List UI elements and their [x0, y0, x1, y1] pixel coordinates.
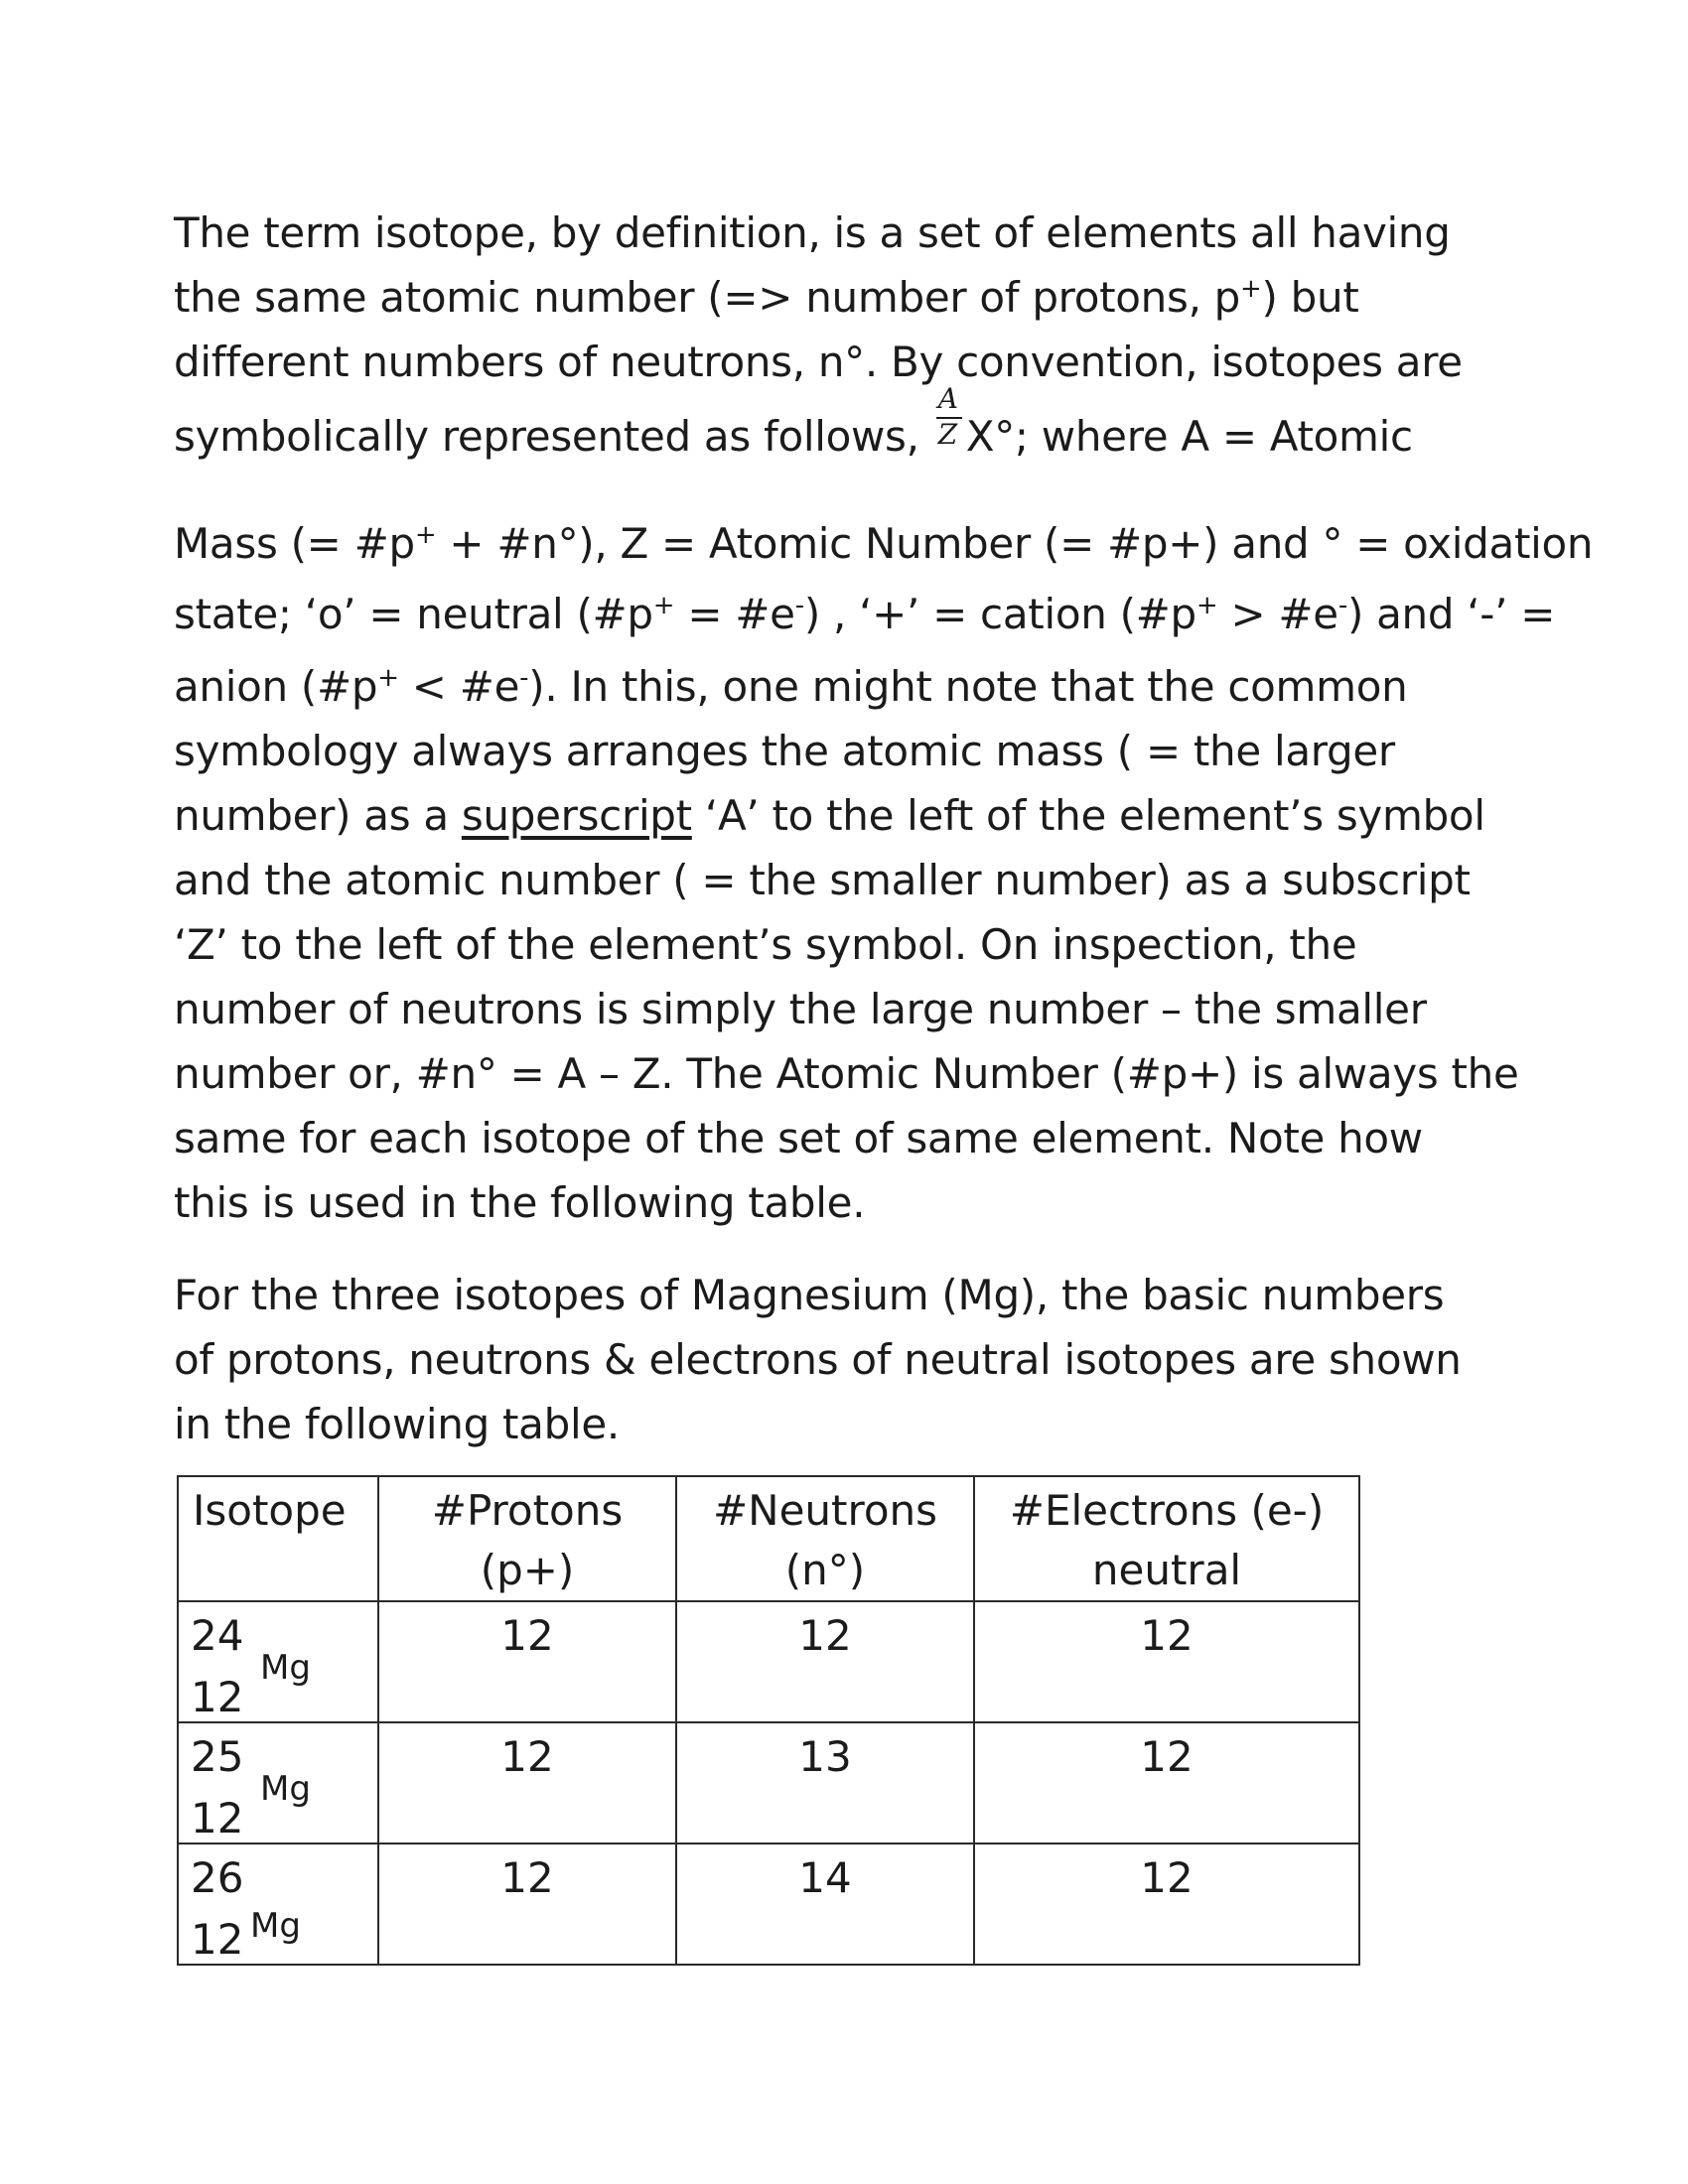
magnesium-isotope-table — [177, 1475, 1360, 1966]
atomic-number: 12 — [191, 1673, 244, 1721]
text-line: number of neutrons is simply the large number – the smaller — [174, 985, 1427, 1033]
table-row — [178, 1722, 1359, 1843]
text-line: the same atomic number (=> number of protons, p+) but — [174, 273, 1359, 322]
text-line: this is used in the following table. — [174, 1178, 866, 1227]
atomic-number: 12 — [191, 1915, 244, 1964]
table-row — [178, 1601, 1359, 1722]
electrons-cell: 12 — [974, 1601, 1359, 1722]
neutrons-cell: 13 — [676, 1722, 974, 1843]
paragraph-magnesium-intro — [174, 1263, 1494, 1456]
text-line: of protons, neutrons & electrons of neutral isotopes are shown — [174, 1335, 1462, 1384]
mass-number: 25 — [191, 1732, 244, 1781]
text-line: and the atomic number ( = the smaller number) as a subscript — [174, 856, 1471, 904]
header-protons: #Protons (p+) — [378, 1476, 676, 1601]
text-line: symbology always arranges the atomic mass ( = the larger — [174, 727, 1395, 775]
text-line: number or, #n° = A – Z. The Atomic Number (#p+) is always the — [174, 1049, 1519, 1098]
text-line: in the following table. — [174, 1400, 620, 1448]
text-line: same for each isotope of the set of same element. Note how — [174, 1114, 1423, 1162]
electrons-cell: 12 — [974, 1722, 1359, 1843]
isotope-notation-fraction: $\frac{A}{Z}$ — [936, 415, 964, 455]
protons-cell: 12 — [378, 1601, 676, 1722]
text-line: Mass (= #p+ + #n°), Z = Atomic Number (= #p+) and ° = oxidation — [174, 519, 1594, 568]
header-electrons: #Electrons (e-) neutral — [974, 1476, 1359, 1601]
header-isotope: Isotope — [178, 1476, 378, 1601]
atomic-number: 12 — [191, 1794, 244, 1843]
text-line: ‘Z’ to the left of the element’s symbol. On inspection, the — [174, 920, 1357, 969]
mass-number: 26 — [191, 1853, 244, 1902]
mass-number: 24 — [191, 1611, 244, 1660]
table-header-row — [178, 1476, 1359, 1601]
paragraph-notation-explanation — [174, 511, 1594, 1235]
protons-cell: 12 — [378, 1722, 676, 1843]
isotope-cell — [178, 1722, 378, 1843]
element-symbol: Mg — [250, 1906, 301, 1946]
element-symbol: Mg — [260, 1769, 311, 1809]
text-line: different numbers of neutrons, n°. By convention, isotopes are — [174, 338, 1463, 386]
neutrons-cell: 14 — [676, 1843, 974, 1965]
paragraph-isotope-definition — [174, 201, 1494, 469]
text-line: state; ‘o’ = neutral (#p+ = #e-) , ‘+’ = cation (#p+ > #e-) and ‘-’ = — [174, 590, 1556, 638]
isotope-cell — [178, 1601, 378, 1722]
header-neutrons: #Neutrons (n°) — [676, 1476, 974, 1601]
text-line: number) as a superscript ‘A’ to the left of the element’s symbol — [174, 791, 1485, 840]
text-line: The term isotope, by definition, is a set of elements all having — [174, 208, 1451, 257]
text-line: anion (#p+ < #e-). In this, one might note that the common — [174, 662, 1408, 711]
isotope-cell — [178, 1843, 378, 1965]
protons-cell: 12 — [378, 1843, 676, 1965]
table-row — [178, 1843, 1359, 1965]
superscript-underlined-word: superscript — [461, 791, 692, 840]
text-line: symbolically represented as follows, $\frac{A}{Z}$ X°; where A = Atomic — [174, 382, 1413, 461]
element-symbol: Mg — [260, 1648, 311, 1688]
electrons-cell: 12 — [974, 1843, 1359, 1965]
text-line: For the three isotopes of Magnesium (Mg), the basic numbers — [174, 1271, 1445, 1319]
neutrons-cell: 12 — [676, 1601, 974, 1722]
